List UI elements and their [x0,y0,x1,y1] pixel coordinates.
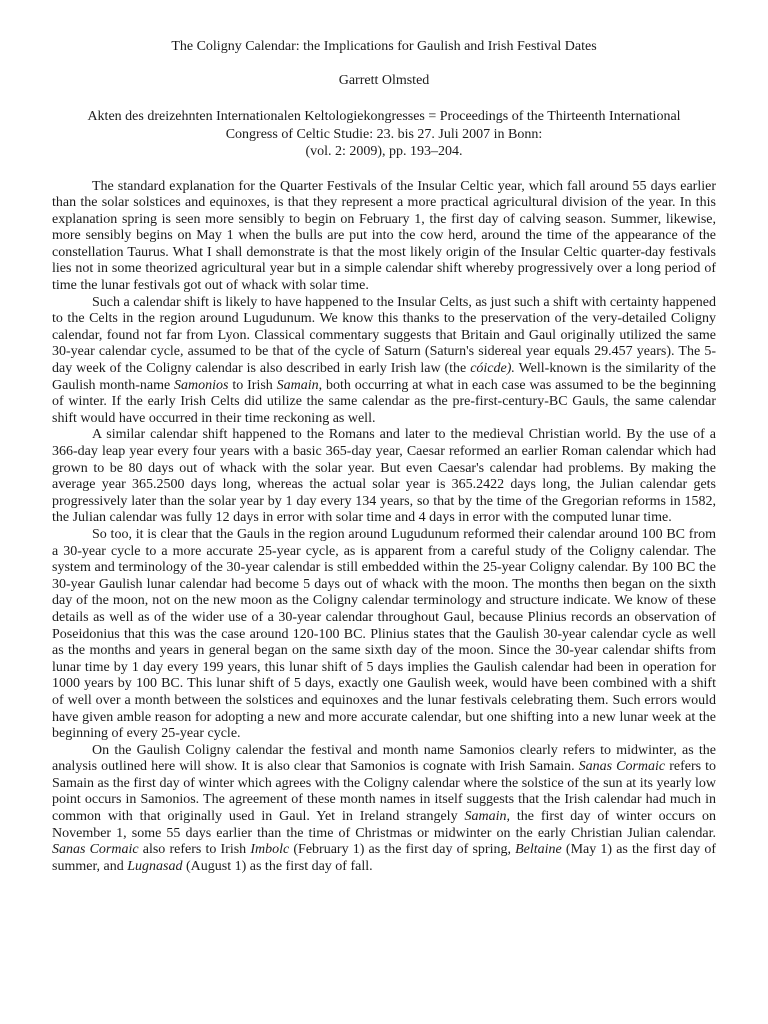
text-run: the first day of winter occurs on November 1, some 55 days earlier than the time of Christmas or midwinter on the early Christian Julian calendar. [52,809,717,841]
text-run: (May 1) as the first day of summer, and [52,842,717,874]
italic-term: cóicde). [470,361,515,377]
body-paragraph [52,179,716,295]
citation-line: Akten des dreizehnten Internationalen Keltologiekongresses = Proceedings of the Thirteenth International [87,109,681,124]
citation-block [52,108,716,161]
text-run: , both occurring at what in each case was assumed to be the beginning of winter. If the early Irish Celts did utilize the same calendar as the pre-first-century-BC Gauls, the same calendar shift would have occurred in their time reckoning as well. [52,377,717,426]
text-run: A similar calendar shift happened to the Romans and later to the medieval Christian world. By the use of a 366-day leap year every four years with a basic 365-day year, Caesar reformed an earlier Roman calendar which had grown to be 80 days out of whack with the solar year. But even Caesar's calendar had problems. By making the average year 365.2500 days long, whereas the actual solar year is 365.2422 days long, the Julian calendar gets progressively later than the solar year by 1 day every 134 years, so that by the time of the Gregorian reforms in 1582, the Julian calendar was fully 12 days in error with solar time and 4 days in error with the computed lunar time. [52,427,716,526]
body-paragraph [52,295,716,428]
paper-title: The Coligny Calendar: the Implications for Gaulish and Irish Festival Dates [171,39,597,54]
body-paragraph [52,743,716,876]
italic-term: Lugnasad [127,858,183,874]
italic-term: Imbolc [250,842,290,858]
body-paragraph [52,427,716,527]
italic-term: Samain [276,377,319,393]
italic-term: Samonios [174,377,229,393]
text-run: also refers to Irish [138,842,251,858]
text-run: The standard explanation for the Quarter Festivals of the Insular Celtic year, which fall around 55 days earlier than the solar solstices and equinoxes, is that they represent a more practical agricultural division of the year. In this explanation spring is seen more sensibly to begin on February 1, the first day of calving season. Summer, likewise, more sensibly begins on May 1 when the bulls are put into the cow herd, around the time of the appearance of the constellation Taurus. What I shall demonstrate is that the most likely origin of the Insular Celtic quarter-day festivals lies not in some theorized agricultural year but in a simple calendar shift whereby progressively over a long period of time the lunar festivals got out of whack with solar time. [52,178,716,294]
italic-term: Beltaine [515,842,562,858]
text-run: refers to Samain as the first day of winter which agrees with the Coligny calendar where the solstice of the sun at its yearly low point occurs in Samonios. The agreement of these month names in itself suggests that the Irish calendar had much in common with that originally used in Gaul. Yet in Ireland strangely [52,759,716,825]
text-run: So too, it is clear that the Gauls in the region around Lugudunum reformed their calendar around 100 BC from a 30-year cycle to a more accurate 25-year cycle, as is apparent from a careful study of the Coligny calendar. The system and terminology of the 30-year calendar is still embedded within the 25-year Coligny calendar. By 100 BC the 30-year Gaulish lunar calendar had become 5 days out of whack with the moon. The months then began on the sixth day of the moon, not on the new moon as the Coligny calendar terminology and structure indicate. We know of these details as well as of the wider use of a 30-year calendar throughout Gaul, because Plinius records an observation of Poseidonius that this was the case around 120-100 BC. Plinius states that the Gaulish 30-year calendar cycle as well as the months and years in general began on the same sixth day of the moon. Since the 30-year calendar shifts from lunar time by 1 day every 199 years, this lunar shift of 5 days implies the Gaulish calendar had been in operation for 1000 years by 100 BC. This lunar shift of 5 days, exactly one Gaulish week, would have been combined with a shift of well over a month between the solstices and equinoxes and the lunar festivals celebrating them. Such errors would have given amble reason for adopting a new and more accurate calendar, but one shifting into a new lunar week at the beginning of every 25-year cycle. [52,526,716,742]
text-run: Such a calendar shift is likely to have happened to the Insular Celts, as just such a shift with certainty happened to the Celts in the region around Lugudunum. We know this thanks to the preservation of the very-detailed Coligny calendar, found not far from Lyon. Classical commentary suggests that Britain and Gaul originally utilized the same 30-year calendar cycle, assumed to be that of the cycle of Saturn (Saturn's sidereal year equals 29.457 years). The 5-day week of the Coligny calendar is also described in early Irish law (the [52,294,716,377]
italic-term: Samain, [464,809,510,825]
text-run: Well-known is the similarity of the Gaulish month-name [52,361,716,393]
text-run: to Irish [228,377,277,393]
body-text [52,179,716,876]
paper-author: Garrett Olmsted [338,73,430,88]
text-run: (August 1) as the first day of fall. [182,858,373,874]
text-run: On the Gaulish Coligny calendar the festival and month name Samonios clearly refers to midwinter, as the analysis outlined here will show. It is also clear that Samonios is cognate with Irish Samain. [52,742,716,775]
body-paragraph [52,527,716,743]
citation-line: (vol. 2: 2009), pp. 193–204. [305,144,463,159]
italic-term: Sanas Cormaic [578,759,666,775]
citation-line: Congress of Celtic Studie: 23. bis 27. Juli 2007 in Bonn: [225,126,543,142]
italic-term: Sanas Cormaic [52,842,139,858]
text-run: (February 1) as the first day of spring, [289,842,516,858]
